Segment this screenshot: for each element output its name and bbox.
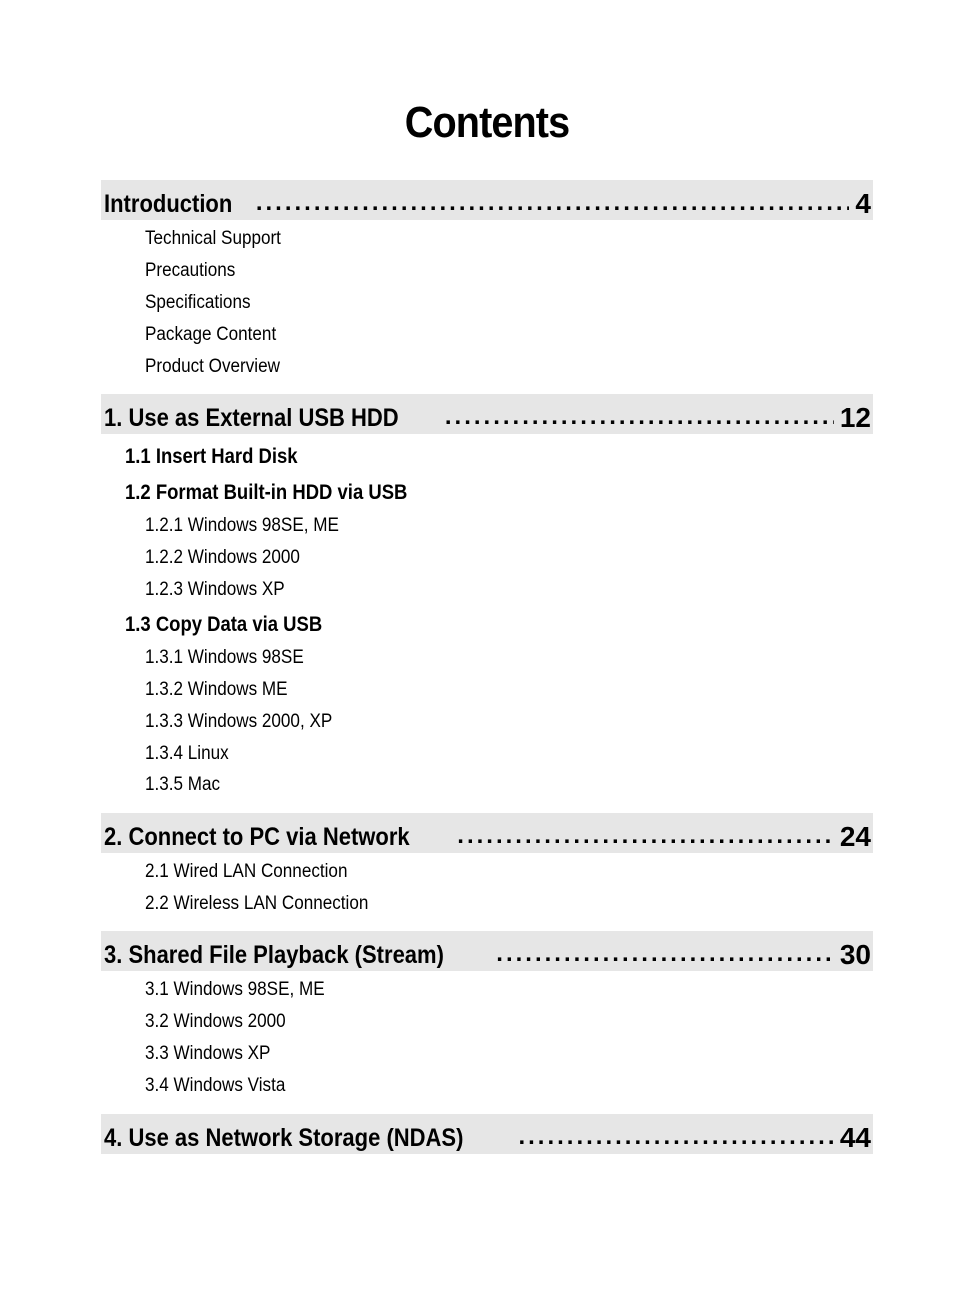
toc-subitem[interactable]: 2.2 Wireless LAN Connection — [145, 893, 369, 914]
toc-entry-page: 30 — [839, 939, 871, 970]
toc-subitem[interactable]: 1.2.1 Windows 98SE, ME — [145, 515, 339, 536]
toc-subitem[interactable]: Technical Support — [145, 228, 281, 249]
dot-leader — [256, 193, 850, 219]
toc-subitem[interactable]: Specifications — [145, 292, 251, 313]
toc-subitem[interactable]: 2.1 Wired LAN Connection — [145, 861, 348, 882]
toc-entry-section-4[interactable] — [104, 1118, 871, 1158]
toc-subitem[interactable]: 3.2 Windows 2000 — [145, 1011, 286, 1032]
dot-leader — [457, 826, 834, 852]
toc-entry-section-1[interactable] — [104, 398, 871, 438]
toc-entry-title: Introduction — [104, 189, 233, 218]
toc-subheading[interactable]: 1.1 Insert Hard Disk — [125, 445, 298, 468]
toc-entry-page: 12 — [839, 402, 871, 433]
toc-subitem[interactable]: 1.3.3 Windows 2000, XP — [145, 711, 333, 732]
toc-subitem[interactable]: 1.2.3 Windows XP — [145, 579, 285, 600]
toc-subitem[interactable]: Precautions — [145, 260, 236, 281]
toc-entry-title: 3. Shared File Playback (Stream) — [104, 940, 444, 969]
toc-subitem[interactable]: 1.3.5 Mac — [145, 774, 221, 795]
toc-subitem[interactable]: 3.3 Windows XP — [145, 1043, 271, 1064]
dot-leader — [445, 407, 834, 433]
toc-entry-title: 4. Use as Network Storage (NDAS) — [104, 1123, 464, 1152]
toc-subheading[interactable]: 1.3 Copy Data via USB — [125, 613, 323, 636]
toc-subitem[interactable]: Product Overview — [145, 356, 280, 377]
toc-entry-section-3[interactable] — [104, 935, 871, 975]
dot-leader — [496, 944, 834, 970]
dot-leader — [518, 1127, 833, 1153]
toc-subitem[interactable]: Package Content — [145, 324, 277, 345]
toc-entry-title: 1. Use as External USB HDD — [104, 403, 399, 432]
page-title: Contents — [404, 98, 570, 147]
toc-subheading[interactable]: 1.2 Format Built-in HDD via USB — [125, 481, 408, 504]
toc-entry-page: 24 — [839, 821, 871, 852]
toc-subitem[interactable]: 1.3.1 Windows 98SE — [145, 647, 304, 668]
toc-subitem[interactable]: 1.3.4 Linux — [145, 743, 229, 764]
toc-entry-introduction[interactable] — [104, 184, 871, 224]
toc-entry-section-2[interactable] — [104, 817, 871, 857]
toc-entry-title: 2. Connect to PC via Network — [104, 822, 410, 851]
toc-entry-page: 4 — [855, 188, 871, 219]
toc-subitem[interactable]: 3.4 Windows Vista — [145, 1075, 286, 1096]
toc-entry-page: 44 — [839, 1122, 871, 1153]
toc-subitem[interactable]: 1.2.2 Windows 2000 — [145, 547, 300, 568]
toc-subitem[interactable]: 1.3.2 Windows ME — [145, 679, 288, 700]
toc-subitem[interactable]: 3.1 Windows 98SE, ME — [145, 979, 325, 1000]
